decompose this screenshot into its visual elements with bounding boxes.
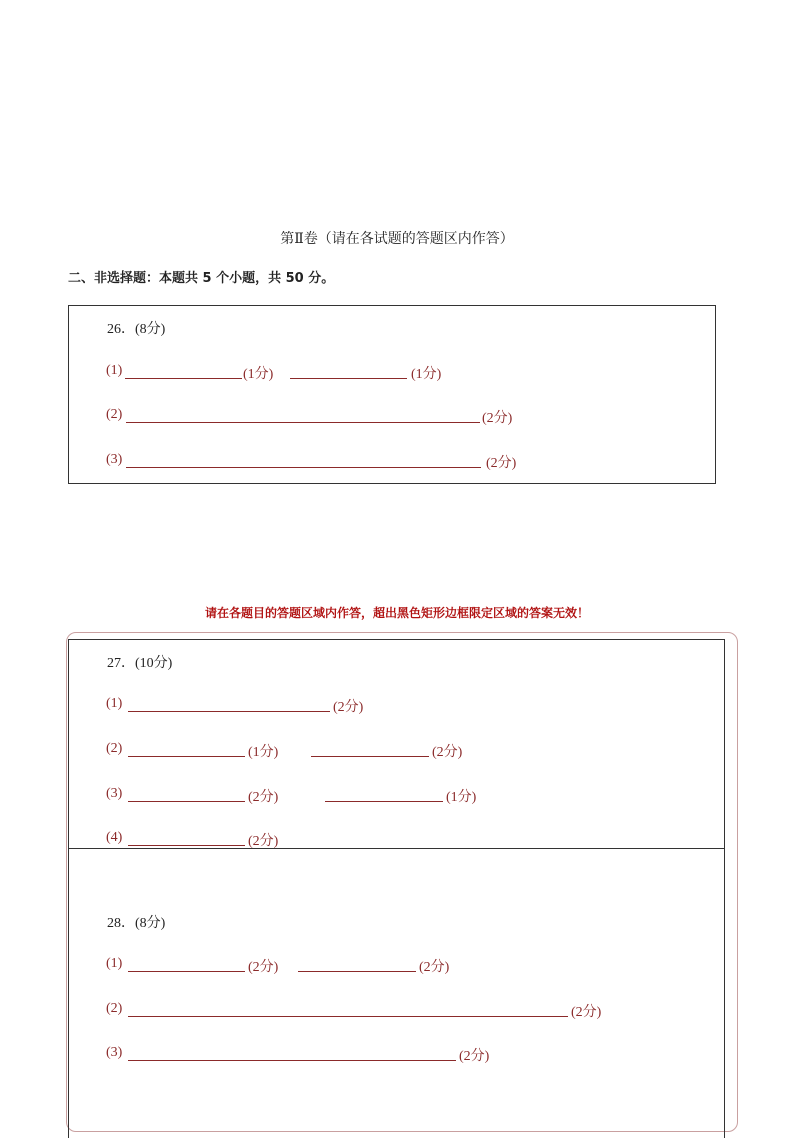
q27-3-answer-blank-b[interactable]: [325, 801, 443, 802]
q28-row-3-label: (3): [106, 1045, 123, 1060]
q28-row-1: [106, 956, 486, 976]
q26-2-answer-blank[interactable]: [126, 422, 480, 423]
q27-row-4-score: (2分): [248, 834, 279, 849]
q26-row-1-score-a: (1分): [243, 367, 274, 382]
q27-row-1: [106, 696, 406, 716]
q27-3-answer-blank-a[interactable]: [128, 801, 245, 802]
part-heading: 二、非选择题：本题共 5 个小题，共 50 分。: [68, 271, 335, 286]
q28-row-1-score-a: (2分): [248, 960, 279, 975]
question-26-title: 26．(8分): [107, 322, 166, 337]
q27-row-3-score-a: (2分): [248, 790, 279, 805]
q26-row-3-label: (3): [106, 452, 123, 467]
q27-row-2-score-a: (1分): [248, 745, 279, 760]
question-28-title: 28．(8分): [107, 916, 166, 931]
q26-row-1: [106, 363, 466, 383]
q28-row-1-score-b: (2分): [419, 960, 450, 975]
q27-1-answer-blank[interactable]: [128, 711, 330, 712]
q27-row-2: [106, 741, 506, 761]
q27-row-3-label: (3): [106, 786, 123, 801]
q27-row-3-score-b: (1分): [446, 790, 477, 805]
section-title: 第Ⅱ卷（请在各试题的答题区内作答）: [280, 232, 514, 247]
q26-1-answer-blank-a[interactable]: [125, 378, 242, 379]
q27-row-3: [106, 786, 506, 806]
q26-row-2: [106, 407, 546, 427]
q26-3-answer-blank[interactable]: [126, 467, 481, 468]
q28-1-answer-blank-a[interactable]: [128, 971, 245, 972]
answer-box-28: [68, 848, 725, 1138]
q28-row-2-label: (2): [106, 1001, 123, 1016]
q28-3-answer-blank[interactable]: [128, 1060, 456, 1061]
q28-row-1-label: (1): [106, 956, 123, 971]
q27-row-2-score-b: (2分): [432, 745, 463, 760]
q27-4-answer-blank[interactable]: [128, 845, 245, 846]
q28-row-3-score: (2分): [459, 1049, 490, 1064]
q27-row-2-label: (2): [106, 741, 123, 756]
q27-row-4: [106, 830, 306, 850]
q26-row-1-score-b: (1分): [411, 367, 442, 382]
q26-row-2-label: (2): [106, 407, 123, 422]
q26-row-3: [106, 452, 546, 472]
q26-1-answer-blank-b[interactable]: [290, 378, 407, 379]
q27-row-1-label: (1): [106, 696, 123, 711]
answer-area-warning: 请在各题目的答题区域内作答，超出黑色矩形边框限定区域的答案无效！: [204, 606, 589, 620]
q26-row-3-score: (2分): [486, 456, 517, 471]
q27-2-answer-blank-a[interactable]: [128, 756, 245, 757]
q28-row-3: [106, 1045, 526, 1065]
q27-row-4-label: (4): [106, 830, 123, 845]
q27-2-answer-blank-b[interactable]: [311, 756, 429, 757]
q26-row-1-label: (1): [106, 363, 123, 378]
q28-1-answer-blank-b[interactable]: [298, 971, 416, 972]
q26-row-2-score: (2分): [482, 411, 513, 426]
q28-2-answer-blank[interactable]: [128, 1016, 568, 1017]
q27-row-1-score: (2分): [333, 700, 364, 715]
q28-row-2: [106, 1001, 626, 1021]
question-27-title: 27．(10分): [107, 656, 173, 671]
q28-row-2-score: (2分): [571, 1005, 602, 1020]
